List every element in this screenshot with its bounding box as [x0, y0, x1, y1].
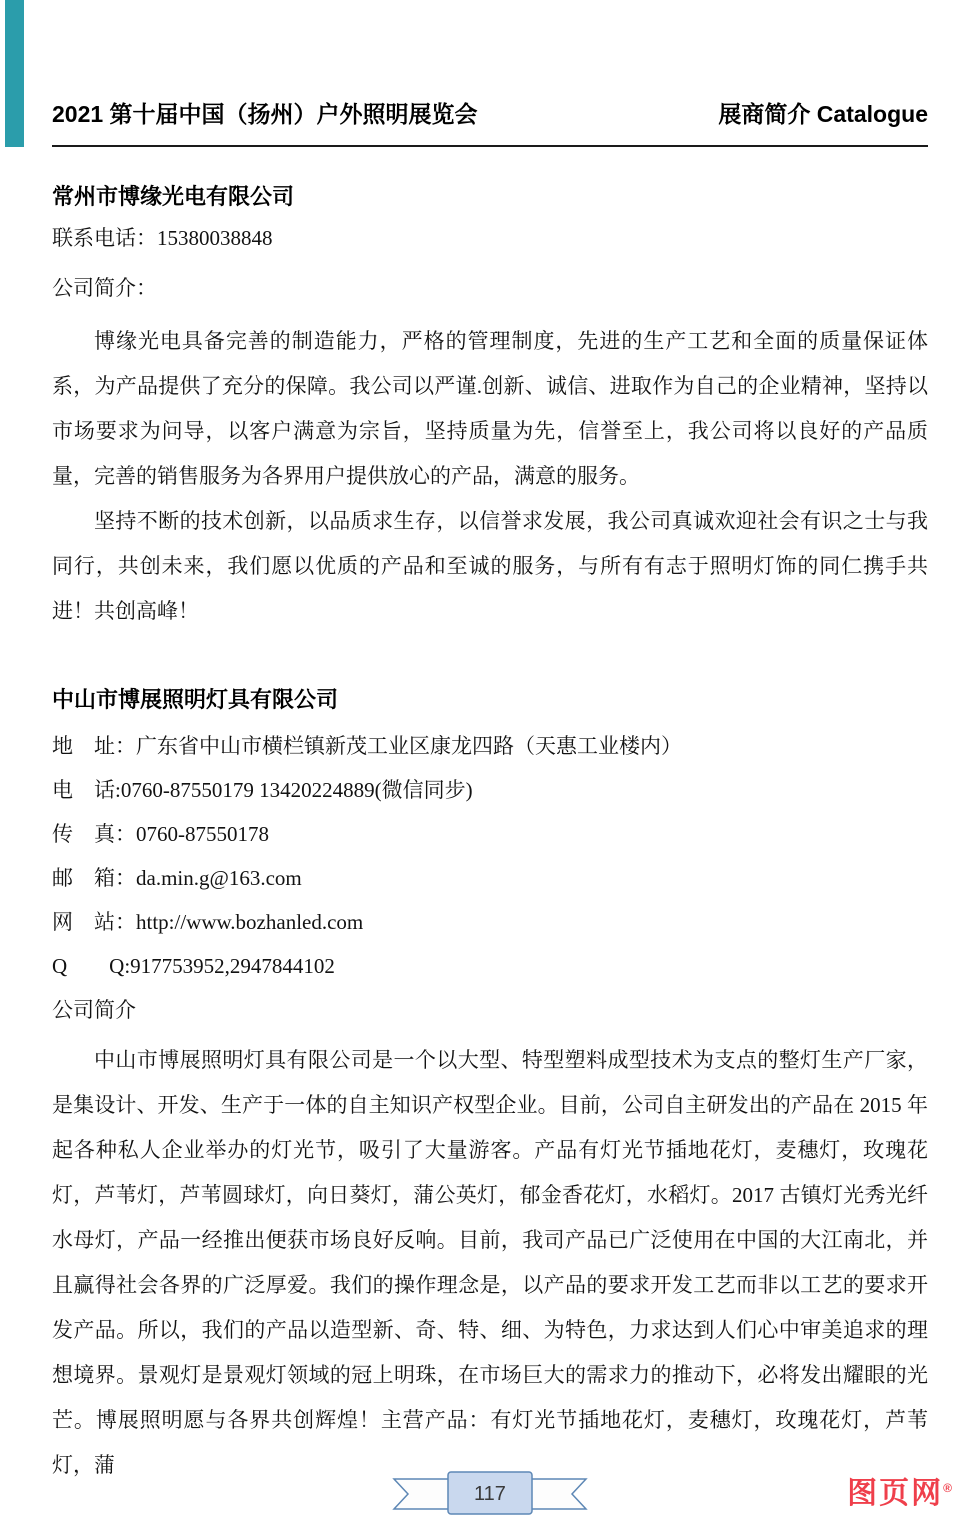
contact-phone-line: 联系电话：15380038848	[52, 226, 273, 250]
company-name: 常州市博缘光电有限公司	[52, 184, 295, 209]
contact-fax-line: 传 真：0760-87550178	[52, 822, 269, 846]
contact-address-line: 地 址：广东省中山市横栏镇新茂工业区康龙四路（天惠工业楼内）	[52, 734, 682, 758]
page-header	[52, 0, 928, 147]
company-intro-paragraph: 中山市博展照明灯具有限公司是一个以大型、特型塑料成型技术为支点的整灯生产厂家，是集设计、开发、生产于一体的自主知识产权型企业。目前，公司自主研发出的产品在 2015 年起各种私人企业举办的灯光节，吸引了大量游客。产品有灯光节插地花灯，麦穗灯，玫瑰花灯，芦苇灯，芦苇圆球灯，向日葵灯，蒲公英灯，郁金香花灯，水稻灯。2017 古镇灯光秀光纤水母灯，产品一经推出便获市场良好反响。目前，我司产品已广泛使用在中国的大江南北，并且赢得社会各界的广泛厚爱。我们的操作理念是，以产品的要求开发工艺而非以工艺的要求开发产品。所以，我们的产品以造型新、奇、特、细、为特色，力求达到人们心中审美追求的理想境界。景观灯是景观灯领域的冠上明珠，在市场巨大的需求力的推动下，必将发出耀眼的光芒。博展照明愿与各界共创辉煌！主营产品：有灯光节插地花灯，麦穗灯，玫瑰花灯，芦苇灯，蒲	[52, 1048, 928, 1477]
company-intro-label: 公司简介：	[52, 276, 157, 300]
company-section-bozhan	[52, 684, 928, 1488]
contact-phone-line: 电 话:0760-87550179 13420224889(微信同步)	[52, 778, 473, 802]
ribbon-right-wing	[524, 1479, 586, 1509]
contact-website-line: 网 站：http://www.bozhanled.com	[52, 910, 364, 934]
company-intro-paragraph-1: 博缘光电具备完善的制造能力，严格的管理制度，先进的生产工艺和全面的质量保证体系，为产品提供了充分的保障。我公司以严谨.创新、诚信、进取作为自己的企业精神，坚持以市场要求为问导，以客户满意为宗旨，坚持质量为先，信誉至上，我公司将以良好的产品质量，完善的销售服务为各界用户提供放心的产品，满意的服务。	[52, 329, 928, 488]
registered-mark-icon: ®	[943, 1481, 952, 1495]
page-number-ribbon	[390, 1469, 590, 1517]
company-name: 中山市博展照明灯具有限公司	[52, 687, 339, 712]
watermark-logo	[847, 1471, 952, 1511]
company-intro-paragraph-2: 坚持不断的技术创新，以品质求生存，以信誉求发展，我公司真诚欢迎社会有识之士与我同行，共创未来，我们愿以优质的产品和至诚的服务，与所有有志于照明灯饰的同仁携手共进！共创高峰！	[52, 509, 928, 623]
header-left-title: 2021 第十届中国（扬州）户外照明展览会	[52, 101, 478, 127]
watermark-text: 图页网	[847, 1477, 944, 1510]
contact-qq-line: Q Q:917753952,2947844102	[52, 954, 335, 978]
company-section-boyuan	[52, 181, 928, 634]
page-number: 117	[474, 1483, 506, 1505]
header-right-title: 展商简介 Catalogue	[718, 101, 928, 127]
company-intro-label: 公司简介	[52, 998, 136, 1022]
contact-block	[52, 724, 928, 1032]
ribbon-left-wing	[394, 1479, 456, 1509]
contact-email-line: 邮 箱：da.min.g@163.com	[52, 866, 302, 890]
